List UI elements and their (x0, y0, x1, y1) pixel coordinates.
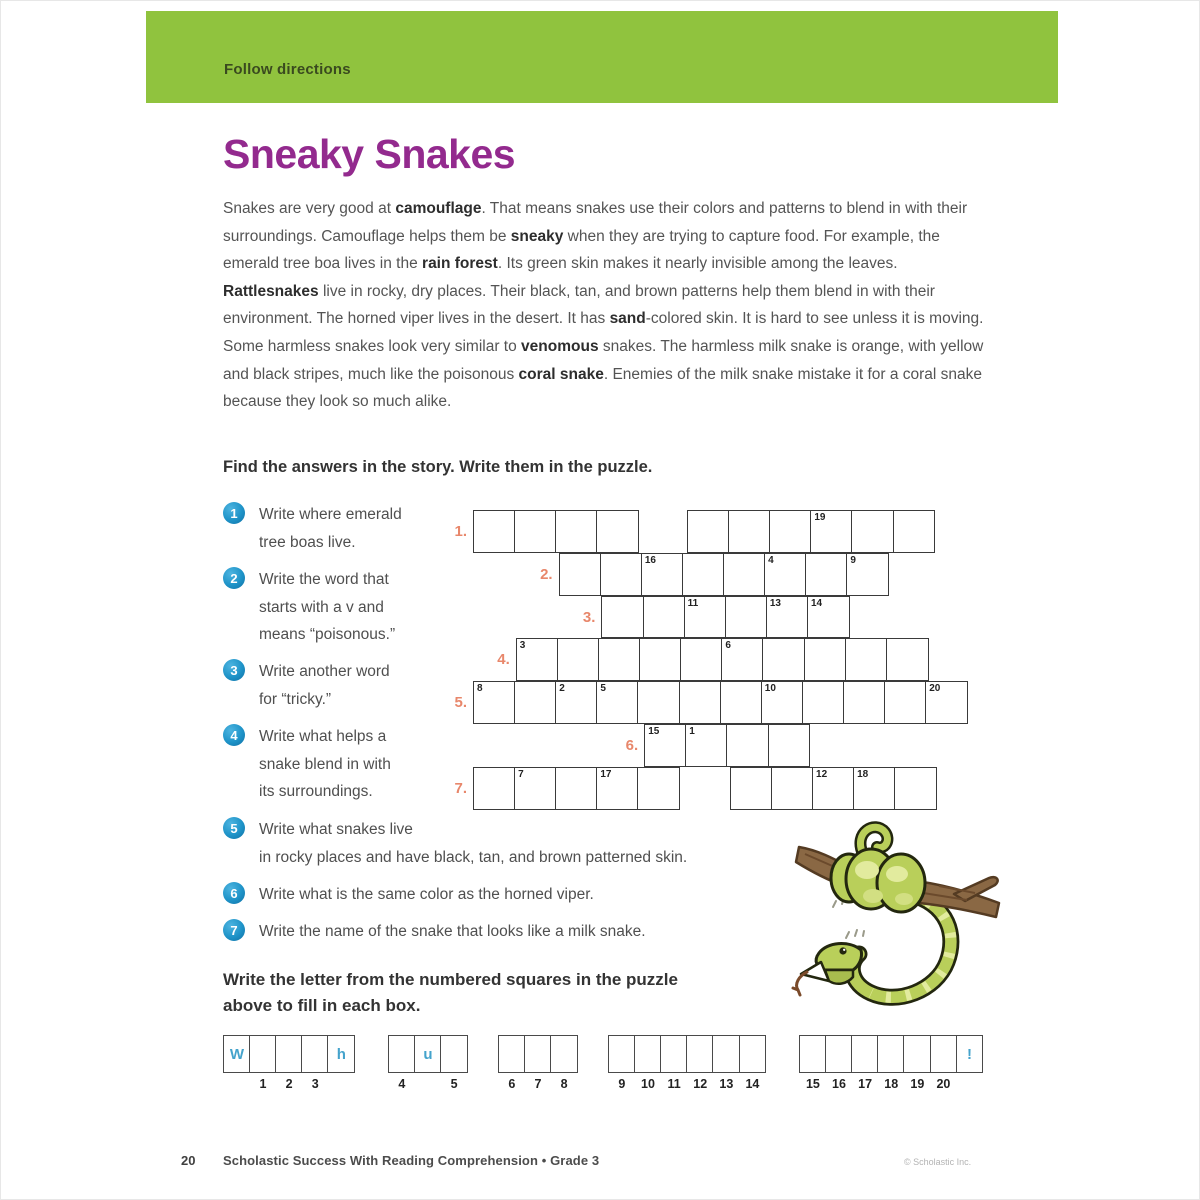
story-bold-word: venomous (521, 337, 599, 355)
puzzle-row-label: 7. (454, 779, 467, 797)
answer-box[interactable] (739, 1035, 767, 1091)
puzzle-cell[interactable] (473, 681, 516, 724)
answer-box-number: 16 (832, 1077, 846, 1091)
puzzle-cell[interactable] (805, 553, 848, 596)
answer-box[interactable] (634, 1035, 662, 1091)
answer-box-group (388, 1035, 468, 1091)
puzzle-cell[interactable] (641, 553, 684, 596)
puzzle-cell[interactable] (769, 510, 812, 553)
answer-box[interactable] (301, 1035, 329, 1091)
answer-box-number: 4 (398, 1077, 406, 1091)
puzzle-cell[interactable] (851, 510, 894, 553)
clue-item (223, 881, 594, 909)
story-bold-word: Rattlesnakes (223, 282, 319, 300)
clue-text-line: means “poisonous.” (259, 626, 396, 643)
puzzle-cell-number: 1 (689, 726, 695, 737)
puzzle-cell[interactable] (684, 596, 727, 639)
clue-item (223, 723, 391, 806)
clue-text-line: starts with a v and (259, 598, 384, 616)
puzzle-cell[interactable] (843, 681, 886, 724)
puzzle-row-segment (473, 681, 968, 724)
puzzle-cell[interactable] (680, 638, 723, 681)
puzzle-cell[interactable] (845, 638, 888, 681)
puzzle-cell[interactable] (596, 681, 639, 724)
puzzle-cell-number: 3 (519, 640, 526, 652)
puzzle-cell[interactable] (557, 638, 600, 681)
puzzle-cell[interactable] (804, 638, 847, 681)
puzzle-cell[interactable] (884, 681, 927, 724)
puzzle-row-label: 1. (454, 523, 467, 540)
puzzle-cell[interactable] (679, 681, 722, 724)
answer-box-number: 5 (450, 1077, 458, 1091)
clue-item (223, 658, 390, 713)
story-text: . That means snakes use their colors and patterns to blend in with their surroundings. Camouflage helps them be (223, 200, 968, 245)
clue-number-badge: 3 (223, 659, 245, 681)
clue-item (223, 501, 402, 556)
puzzle-cell-number: 20 (929, 683, 941, 695)
puzzle-cell[interactable] (473, 510, 516, 553)
puzzle-cell-number: 2 (559, 683, 565, 695)
clue-text-line: tree boas live. (259, 533, 356, 551)
answer-box[interactable] (440, 1035, 468, 1091)
answer-box[interactable] (550, 1035, 578, 1091)
answer-box[interactable] (498, 1035, 526, 1091)
puzzle-cell[interactable] (637, 767, 680, 810)
puzzle-row-segment (601, 596, 849, 639)
puzzle-cell[interactable] (473, 767, 516, 810)
story-bold-word: sand (609, 310, 646, 328)
clue-item (223, 816, 687, 871)
puzzle-cell[interactable] (723, 553, 766, 596)
puzzle-cell[interactable] (637, 681, 680, 724)
puzzle-cell[interactable] (761, 681, 804, 724)
puzzle-cell-number: 16 (644, 554, 656, 566)
answer-box-number: 18 (884, 1077, 899, 1091)
puzzle-cell[interactable] (768, 724, 811, 767)
answer-box[interactable] (956, 1035, 984, 1073)
clue-number-badge: 2 (223, 567, 245, 589)
snake-coils (831, 849, 925, 912)
clue-text-line: Write what helps a (259, 728, 387, 745)
story-bold-word: sneaky (510, 227, 564, 245)
story-text: . Its green skin makes it nearly invisible among the leaves. (497, 255, 898, 273)
answer-box-number: 20 (936, 1077, 951, 1091)
puzzle-cell[interactable] (807, 596, 850, 639)
puzzle-cell[interactable] (596, 767, 639, 810)
answer-box[interactable] (930, 1035, 958, 1091)
answer-box-given-letter: W (229, 1045, 244, 1063)
footer-book-title: Scholastic Success With Reading Comprehension • Grade 3 (223, 1153, 600, 1168)
answer-box-group (223, 1035, 355, 1091)
puzzle-cell[interactable] (514, 510, 557, 553)
answer-box[interactable] (327, 1035, 355, 1073)
clue-number-badge: 5 (223, 817, 245, 839)
clue-text-line: Write the name of the snake that looks like a milk snake. (259, 923, 646, 940)
answer-box-group (799, 1035, 983, 1091)
puzzle-cell-number: 19 (814, 512, 826, 523)
answer-box-number: 2 (285, 1077, 293, 1091)
answer-box-given-letter: h (336, 1045, 346, 1063)
answer-box-given-letter: u (423, 1045, 433, 1063)
puzzle-cell[interactable] (766, 596, 809, 639)
puzzle-row-segment (516, 638, 929, 681)
story-text: . Enemies of the milk snake mistake it for a coral snake because they look so much alike. (223, 365, 983, 411)
story-text: when they are trying to capture food. For example, the emerald tree boa lives in the (223, 227, 940, 273)
clue-text-line: snake blend in with (259, 755, 391, 773)
snake-on-branch-illustration (789, 804, 1007, 1022)
puzzle-cell-number: 14 (810, 597, 823, 609)
letters-instruction (223, 967, 678, 1019)
footer-copyright: © Scholastic Inc. (904, 1157, 972, 1167)
puzzle-cell-number: 4 (768, 554, 774, 566)
answer-box[interactable] (877, 1035, 905, 1091)
answer-box[interactable] (524, 1035, 552, 1091)
puzzle-cell[interactable] (555, 681, 598, 724)
clue-number-badge: 7 (223, 919, 245, 941)
puzzle-cell-number: 10 (764, 683, 776, 695)
puzzle-cell[interactable] (514, 767, 557, 810)
puzzle-cell[interactable] (639, 638, 682, 681)
answer-box-number: 13 (719, 1077, 734, 1091)
answer-box[interactable] (223, 1035, 251, 1073)
story-text: -colored skin. It is hard to see unless it is moving. Some harmless snakes look very similar to (223, 310, 984, 355)
answer-box-number: 14 (745, 1077, 760, 1091)
footer-page-number: 20 (181, 1153, 196, 1168)
header-tag: Follow directions (224, 61, 351, 78)
puzzle-cell[interactable] (555, 767, 598, 810)
story-text: live in rocky, dry places. Their black, tan, and brown patterns help them blend in with their environment. The horned viper lives in the desert. It has (223, 282, 935, 328)
clue-item (223, 566, 395, 649)
puzzle-cell[interactable] (886, 638, 929, 681)
puzzle-cell[interactable] (802, 681, 845, 724)
puzzle-cell[interactable] (728, 510, 771, 553)
answer-box-number: 7 (534, 1077, 542, 1091)
answer-box-number: 17 (858, 1077, 873, 1091)
answer-box[interactable] (275, 1035, 303, 1091)
story-bold-word: rain forest (422, 255, 498, 273)
snake-eye (843, 949, 845, 951)
clue-number-badge: 1 (223, 502, 245, 524)
clue-text-line: Write where emerald (259, 506, 402, 523)
answer-box-number: 19 (910, 1077, 925, 1091)
story-text: snakes. The harmless milk snake is orange, with yellow and black stripes, much like the poisonous (223, 337, 984, 383)
puzzle-cell[interactable] (555, 510, 598, 553)
letters-instruction-line: Write the letter from the numbered squares in the puzzle (223, 970, 678, 989)
answer-box[interactable] (608, 1035, 636, 1091)
puzzle-cell[interactable] (559, 553, 602, 596)
story-bold-word: camouflage (395, 200, 482, 217)
puzzle-cell[interactable] (925, 681, 968, 724)
find-instruction: Find the answers in the story. Write them in the puzzle. (223, 458, 653, 476)
puzzle-row-label: 2. (540, 565, 553, 583)
clue-text-line: for “tricky.” (259, 690, 332, 708)
puzzle-cell-number: 13 (769, 597, 781, 609)
puzzle-cell[interactable] (601, 596, 644, 639)
answer-box[interactable] (414, 1035, 442, 1073)
answer-box[interactable] (686, 1035, 714, 1091)
answer-box[interactable] (799, 1035, 827, 1091)
puzzle-row-label: 3. (582, 608, 596, 626)
puzzle-cell[interactable] (600, 553, 643, 596)
answer-box-number: 8 (560, 1077, 568, 1091)
letters-instruction-line: above to fill in each box. (223, 996, 421, 1015)
clue-text-line: Write what is the same color as the horned viper. (259, 886, 594, 903)
puzzle-cell[interactable] (762, 638, 805, 681)
answer-box[interactable] (851, 1035, 879, 1091)
clue-number-badge: 6 (223, 882, 245, 904)
story-bold-word: coral snake (518, 365, 604, 383)
clue-item (223, 918, 646, 946)
puzzle-cell[interactable] (596, 510, 639, 553)
puzzle-cell-number: 15 (648, 726, 660, 737)
puzzle-cell-number: 8 (477, 683, 483, 695)
answer-box-group (498, 1035, 578, 1091)
puzzle-row-label: 5. (454, 694, 467, 712)
clue-text-line: Write the word that (259, 571, 389, 588)
puzzle-row-segment (473, 510, 639, 553)
puzzle-cell[interactable] (682, 553, 725, 596)
puzzle-cell[interactable] (644, 724, 687, 767)
puzzle-row-segment (473, 767, 680, 810)
puzzle-cell-number: 18 (857, 768, 869, 780)
answer-box-number: 11 (667, 1077, 681, 1091)
answer-box[interactable] (249, 1035, 277, 1091)
header-bar (146, 11, 1058, 103)
puzzle-cell[interactable] (810, 510, 853, 553)
puzzle-cell-number: 12 (816, 768, 828, 780)
clue-text-line: in rocky places and have black, tan, and brown patterned skin. (259, 848, 688, 866)
answer-box-number: 12 (693, 1077, 708, 1091)
puzzle-cell[interactable] (726, 724, 769, 767)
answer-box[interactable] (388, 1035, 416, 1091)
puzzle-cell-number: 6 (725, 640, 731, 652)
puzzle-cell[interactable] (721, 638, 764, 681)
puzzle-cell[interactable] (893, 510, 936, 553)
puzzle-cell[interactable] (764, 553, 807, 596)
answer-box[interactable] (825, 1035, 853, 1091)
page-title: Sneaky Snakes (223, 131, 516, 177)
puzzle-cell[interactable] (685, 724, 728, 767)
puzzle-row-segment (687, 510, 935, 553)
answer-box[interactable] (903, 1035, 931, 1091)
answer-box-number: 1 (259, 1077, 267, 1091)
puzzle-cell-number: 7 (518, 768, 524, 780)
puzzle-cell[interactable] (516, 638, 559, 681)
puzzle-cell-number: 11 (687, 597, 699, 609)
answer-box-number: 10 (641, 1077, 655, 1091)
answer-box-number: 6 (508, 1077, 516, 1091)
puzzle-cell-number: 9 (850, 554, 856, 566)
story-paragraph (223, 195, 991, 416)
story-text: Snakes are very good at (223, 200, 396, 217)
puzzle-row-label: 6. (625, 737, 639, 754)
puzzle-cell[interactable] (720, 681, 763, 724)
clue-text-line: Write another word (259, 663, 390, 680)
puzzle-cell[interactable] (643, 596, 686, 639)
clue-number-badge: 4 (223, 724, 245, 746)
answer-box[interactable] (712, 1035, 740, 1091)
puzzle-row-segment (644, 724, 810, 767)
answer-box-given-letter: ! (967, 1045, 973, 1063)
clue-text-line: its surroundings. (259, 783, 373, 800)
answer-box-number: 9 (618, 1077, 626, 1091)
puzzle-cell-number: 5 (600, 683, 606, 695)
clue-text-line: Write what snakes live (259, 821, 413, 838)
puzzle-row-label: 4. (497, 651, 510, 669)
puzzle-cell[interactable] (846, 553, 889, 596)
answer-box-group (608, 1035, 766, 1091)
answer-box-number: 15 (805, 1077, 820, 1091)
puzzle-cell[interactable] (730, 767, 773, 810)
answer-box[interactable] (660, 1035, 688, 1091)
puzzle-row-segment (559, 553, 890, 596)
puzzle-cell-number: 17 (600, 768, 612, 780)
puzzle-cell[interactable] (598, 638, 641, 681)
puzzle-cell[interactable] (514, 681, 557, 724)
answer-box-number: 3 (311, 1077, 319, 1091)
puzzle-cell[interactable] (687, 510, 730, 553)
puzzle-cell[interactable] (725, 596, 768, 639)
